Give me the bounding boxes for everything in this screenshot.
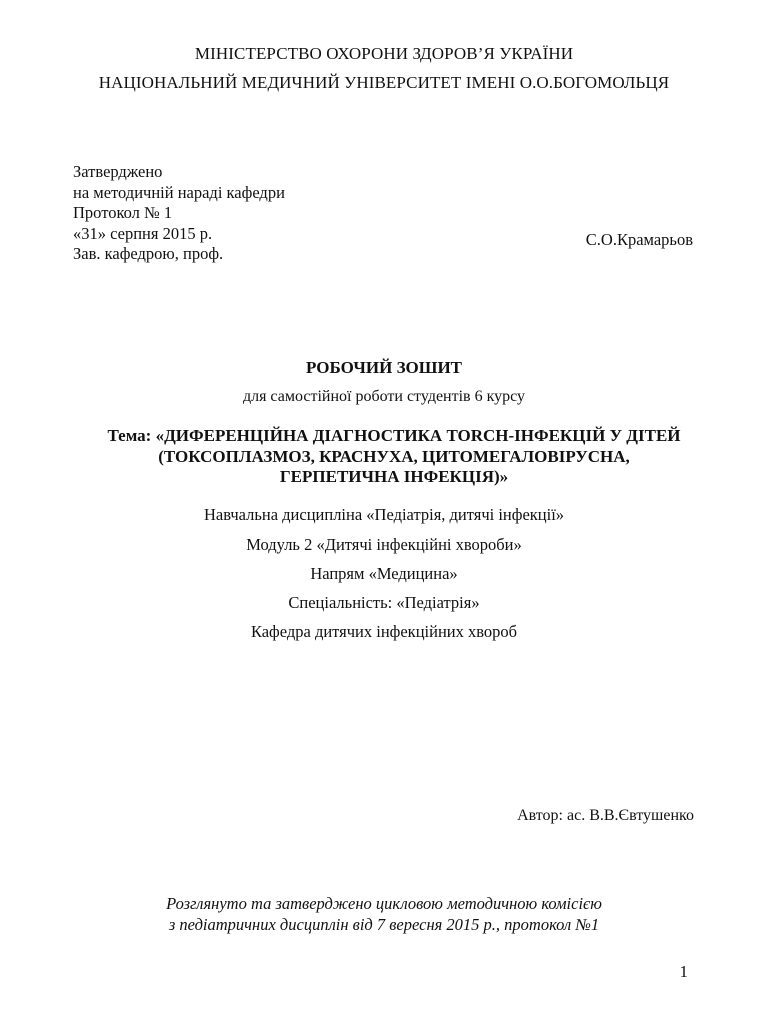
page-number: 1 — [679, 962, 688, 981]
topic-line: ГЕРПЕТИЧНА ІНФЕКЦІЯ)» — [279, 467, 509, 486]
review-note-line: Розглянуто та затверджено цикловою методичною комісією — [166, 894, 602, 913]
approval-line: «31» серпня 2015 р. — [73, 223, 213, 243]
ministry-heading: МІНІСТЕРСТВО ОХОРОНИ ЗДОРОВ’Я УКРАЇНИ — [194, 44, 574, 63]
topic-block — [60, 426, 728, 488]
author-line: Автор: ас. В.В.Євтушенко — [517, 807, 694, 824]
specialty-line: Спеціальність: «Педіатрія» — [288, 593, 480, 612]
document-title: РОБОЧИЙ ЗОШИТ — [305, 358, 463, 377]
direction-line: Напрям «Медицина» — [310, 564, 458, 583]
approval-block — [73, 162, 285, 265]
discipline-line: Навчальна дисципліна «Педіатрія, дитячі інфекції» — [203, 505, 565, 524]
topic-line: Тема: «ДИФЕРЕНЦІЙНА ДІАГНОСТИКА TORCH-ІНФЕКЦІЙ У ДІТЕЙ — [107, 426, 681, 445]
approval-line: Зав. кафедрою, проф. — [73, 244, 224, 264]
approval-line: Затверджено — [73, 162, 163, 181]
approval-line: на методичній нараді кафедри — [73, 182, 285, 202]
document-subtitle: для самостійної роботи студентів 6 курсу — [242, 388, 526, 405]
university-heading: НАЦІОНАЛЬНИЙ МЕДИЧНИЙ УНІВЕРСИТЕТ ІМЕНІ О.О.БОГОМОЛЬЦЯ — [98, 73, 670, 92]
head-of-department-name: С.О.Крамарьов — [585, 230, 693, 249]
approval-line: Протокол № 1 — [73, 203, 173, 223]
module-line: Модуль 2 «Дитячі інфекційні хвороби» — [246, 535, 522, 554]
department-line: Кафедра дитячих інфекційних хвороб — [250, 622, 518, 641]
topic-line: (ТОКСОПЛАЗМОЗ, КРАСНУХА, ЦИТОМЕГАЛОВІРУСНА, — [158, 446, 630, 466]
review-note-line: з педіатричних дисциплін від 7 вересня 2015 р., протокол №1 — [168, 915, 600, 934]
